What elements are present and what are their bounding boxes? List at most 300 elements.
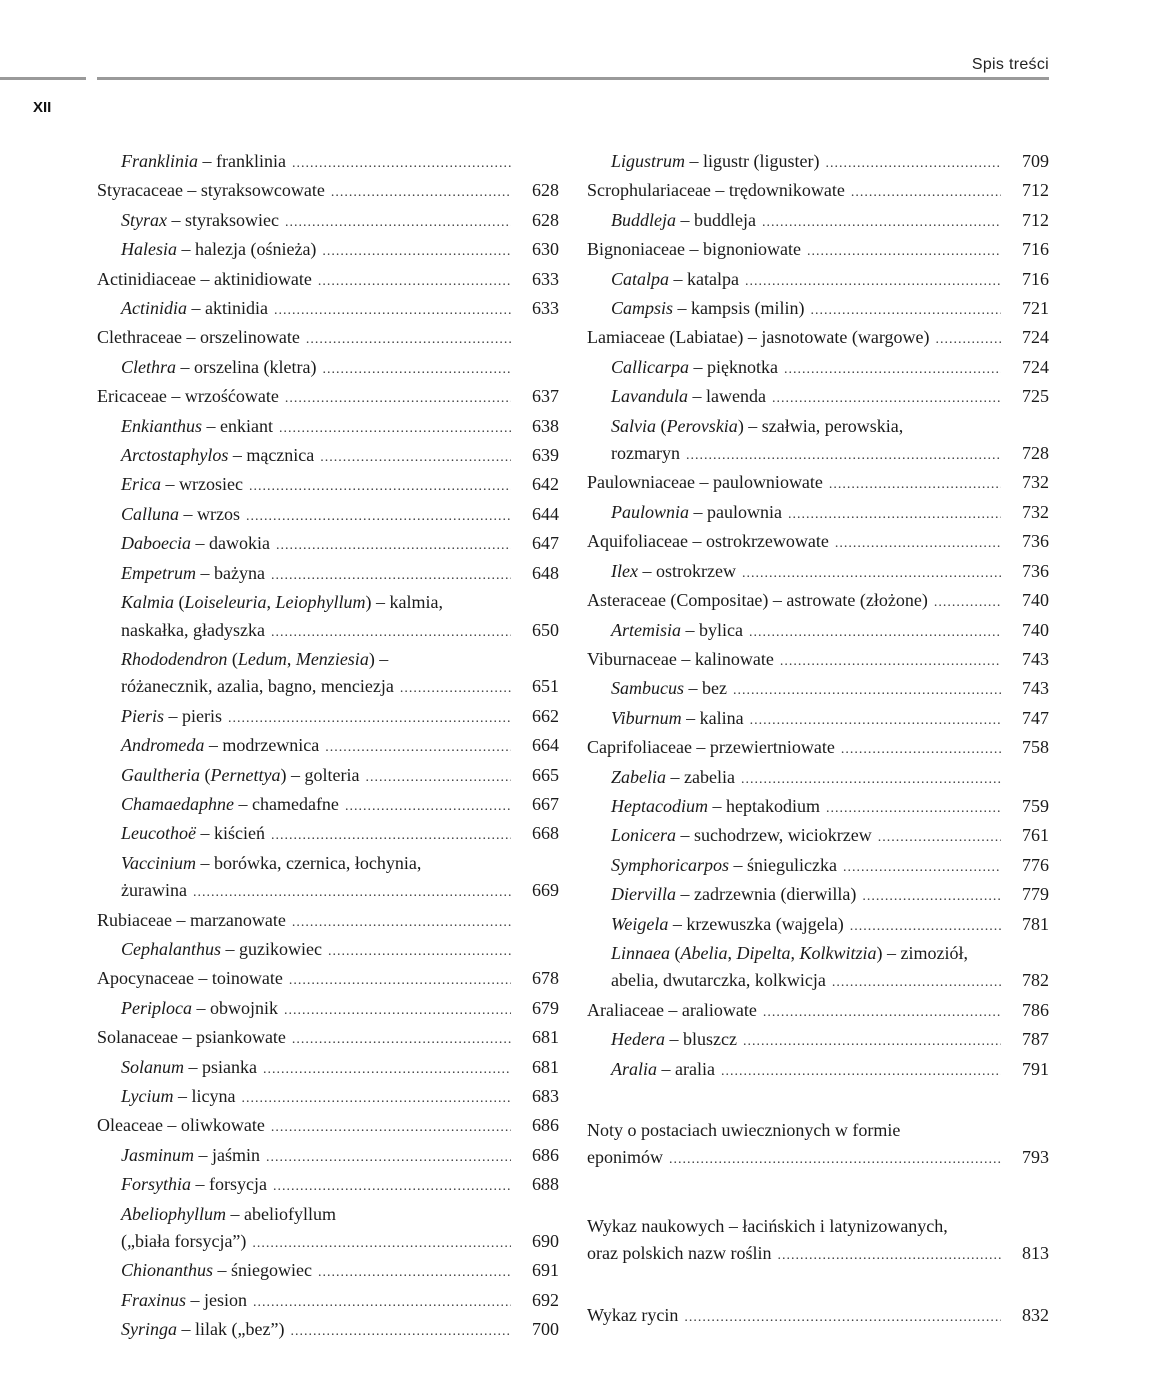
- leader-dots: [835, 530, 1001, 557]
- latin-name: Ilex: [611, 560, 638, 581]
- toc-entry-text: [121, 1228, 246, 1255]
- leader-dots: [669, 1146, 1001, 1173]
- leader-dots: [843, 854, 1001, 881]
- toc-subentry[interactable]: [97, 530, 559, 559]
- leader-dots: [780, 648, 1001, 675]
- entry-text-segment: Caprifoliaceae – przewiertniowate: [587, 737, 835, 758]
- toc-entry-line: [121, 1083, 559, 1112]
- toc-entry-line: [611, 822, 1049, 851]
- toc-entry[interactable]: [587, 324, 1049, 353]
- toc-entry-text: [121, 732, 319, 759]
- toc-entry-text: [121, 1083, 235, 1110]
- toc-entry-line: [121, 295, 559, 324]
- toc-entry[interactable]: [587, 997, 1049, 1026]
- entry-text-segment: – wrzosiec: [161, 474, 243, 495]
- entry-text-segment: ) – golteria: [280, 764, 360, 785]
- entry-text-segment: ) – zimoziół,: [876, 942, 969, 963]
- entry-text-segment: – paulownia: [689, 501, 782, 522]
- latin-name: Styrax: [121, 209, 167, 230]
- toc-subentry[interactable]: [587, 852, 1049, 881]
- leader-dots: [772, 385, 1001, 412]
- latin-name: Abelia: [680, 942, 728, 963]
- toc-subentry[interactable]: [587, 705, 1049, 734]
- entry-text-segment: (: [200, 764, 211, 785]
- toc-subentry[interactable]: [97, 703, 559, 732]
- leader-dots: [246, 503, 511, 530]
- leader-dots: [749, 619, 1001, 646]
- toc-subentry[interactable]: [97, 1142, 559, 1171]
- entry-text-segment: (: [227, 648, 238, 669]
- leader-dots: [345, 793, 511, 820]
- leader-dots: [273, 1173, 511, 1200]
- toc-entry-text: [121, 1316, 284, 1343]
- entry-text-segment: Wykaz rycin: [587, 1304, 679, 1325]
- toc-subentry[interactable]: [587, 383, 1049, 412]
- leader-dots: [862, 883, 1001, 910]
- page-ref: 686: [532, 1115, 559, 1136]
- entry-text-segment: ) – kalmia,: [365, 592, 444, 613]
- page-ref: 787: [1022, 1029, 1049, 1050]
- leader-dots: [826, 795, 1001, 822]
- leader-dots: [274, 297, 511, 324]
- toc-subentry[interactable]: [97, 1201, 559, 1258]
- toc-subentry[interactable]: [97, 295, 559, 324]
- toc-subentry[interactable]: [97, 501, 559, 530]
- toc-entry-text: [611, 940, 968, 967]
- latin-name: Halesia: [121, 239, 177, 260]
- toc-entry-line: [587, 1117, 1049, 1144]
- toc-entry-text: [611, 617, 743, 644]
- toc-subentry[interactable]: [97, 442, 559, 471]
- page-ref: 725: [1022, 386, 1049, 407]
- leader-dots: [322, 356, 511, 383]
- latin-name: Linnaea: [611, 942, 671, 963]
- page-ref: 832: [1022, 1304, 1049, 1325]
- toc-entry-line: [121, 530, 559, 559]
- leader-dots: [271, 822, 511, 849]
- toc-entry-line: [611, 383, 1049, 412]
- toc-subentry[interactable]: [97, 471, 559, 500]
- toc-entry-text: [587, 1213, 948, 1240]
- page-ref: 650: [532, 619, 559, 640]
- entry-text-segment: Wykaz naukowych – łacińskich i latynizowanych,: [587, 1215, 948, 1236]
- entry-text-segment: – śniegowiec: [213, 1260, 312, 1281]
- toc-entry[interactable]: [587, 646, 1049, 675]
- entry-text-segment: ,: [727, 942, 737, 963]
- toc-entry-text: [587, 1240, 771, 1267]
- toc-entry-line: [121, 850, 559, 877]
- leader-dots: [271, 619, 511, 646]
- latin-name: Perovskia: [666, 415, 738, 436]
- page-ref: 759: [1022, 795, 1049, 816]
- toc-subentry[interactable]: [587, 793, 1049, 822]
- toc-subentry[interactable]: [587, 1056, 1049, 1085]
- toc-entry-line: [611, 295, 1049, 324]
- toc-entry-text: [121, 703, 222, 730]
- latin-name: Heptacodium: [611, 795, 708, 816]
- page-ref: 642: [532, 474, 559, 495]
- entry-text-segment: Viburnaceae – kalinowate: [587, 648, 774, 669]
- entry-text-segment: – zabelia: [666, 766, 735, 787]
- toc-entry-text: [121, 354, 316, 381]
- toc-entry[interactable]: [587, 1117, 1049, 1174]
- section-gap: [587, 1270, 1049, 1302]
- entry-text-segment: – śnieguliczka: [729, 854, 837, 875]
- toc-entry[interactable]: [587, 528, 1049, 557]
- leader-dots: [253, 1289, 511, 1316]
- toc-entry-text: [587, 177, 845, 204]
- toc-subentry[interactable]: [587, 911, 1049, 940]
- toc-subentry[interactable]: [97, 354, 559, 383]
- toc-entry-line: [121, 1171, 559, 1200]
- entry-text-segment: – lilak („bez”): [177, 1319, 285, 1340]
- entry-text-segment: abelia, dwutarczka, kolkwicja: [611, 970, 826, 991]
- toc-subentry[interactable]: [587, 413, 1049, 470]
- leader-dots: [365, 764, 511, 791]
- entry-text-segment: – kampsis (milin): [673, 298, 805, 319]
- entry-text-segment: – pięknotka: [689, 356, 778, 377]
- toc-entry-text: [587, 236, 801, 263]
- entry-text-segment: – chamedafne: [233, 793, 339, 814]
- leader-dots: [811, 297, 1001, 324]
- toc-entry-line: [611, 793, 1049, 822]
- toc-subentry[interactable]: [587, 617, 1049, 646]
- latin-name: Ligustrum: [611, 151, 686, 171]
- entry-text-segment: – halezja (ośnieża): [177, 239, 317, 260]
- entry-text-segment: eponimów: [587, 1147, 663, 1168]
- toc-subentry[interactable]: [97, 732, 559, 761]
- toc-entry-line: [611, 1026, 1049, 1055]
- toc-subentry[interactable]: [587, 148, 1049, 177]
- toc-subentry[interactable]: [587, 499, 1049, 528]
- page-ref: 628: [532, 209, 559, 230]
- toc-entry[interactable]: [97, 324, 559, 353]
- toc-subentry[interactable]: [587, 354, 1049, 383]
- toc-entry-text: [121, 530, 270, 557]
- leader-dots: [807, 238, 1001, 265]
- leader-dots: [788, 501, 1001, 528]
- toc-entry-line: [611, 852, 1049, 881]
- toc-entry-line: [611, 148, 1049, 177]
- toc-entry-text: [587, 324, 929, 351]
- page-ref: 709: [1022, 151, 1049, 171]
- toc-entry-line: [611, 413, 1049, 440]
- latin-name: Rhododendron: [121, 648, 228, 669]
- toc-entry-line: [587, 177, 1049, 206]
- page-ref: 712: [1022, 180, 1049, 201]
- toc-entry-line: [121, 442, 559, 471]
- toc-subentry[interactable]: [97, 995, 559, 1024]
- toc-entry[interactable]: [97, 1112, 559, 1141]
- toc-subentry[interactable]: [587, 764, 1049, 793]
- leader-dots: [328, 938, 511, 965]
- toc-entry-text: [611, 266, 739, 293]
- toc-subentry[interactable]: [587, 675, 1049, 704]
- toc-entry[interactable]: [587, 1213, 1049, 1270]
- toc-entry-line: [611, 354, 1049, 383]
- entry-text-segment: Ericaceae – wrzośćowate: [97, 386, 279, 407]
- latin-name: Forsythia: [121, 1174, 191, 1195]
- latin-name: Empetrum: [121, 562, 196, 583]
- page-ref: 728: [1022, 443, 1049, 464]
- leader-dots: [741, 766, 1001, 793]
- toc-entry-text: [121, 877, 187, 904]
- leader-dots: [306, 326, 511, 353]
- leader-dots: [290, 1318, 511, 1345]
- toc-subentry[interactable]: [587, 940, 1049, 997]
- entry-text-segment: – zadrzewnia (dierwilla): [676, 884, 857, 905]
- header-rule-right: [97, 77, 1049, 80]
- toc-entry[interactable]: [587, 236, 1049, 265]
- latin-name: Aralia: [611, 1058, 658, 1079]
- entry-text-segment: Actinidiaceae – aktinidiowate: [97, 268, 312, 289]
- latin-name: Andromeda: [121, 735, 205, 756]
- toc-entry-line: [587, 587, 1049, 616]
- toc-subentry[interactable]: [97, 148, 559, 177]
- toc-entry-text: [121, 995, 278, 1022]
- toc-entry-line: [121, 501, 559, 530]
- toc-entry-line: [587, 734, 1049, 763]
- entry-text-segment: – wrzos: [179, 503, 241, 524]
- leader-dots: [249, 473, 511, 500]
- latin-name: Kalmia: [121, 592, 175, 613]
- latin-name: Lavandula: [611, 386, 689, 407]
- toc-entry-line: [611, 967, 1049, 996]
- toc-entry[interactable]: [97, 177, 559, 206]
- toc-subentry[interactable]: [587, 881, 1049, 910]
- entry-text-segment: (: [670, 942, 681, 963]
- page-ref: 686: [532, 1144, 559, 1165]
- toc-subentry[interactable]: [97, 646, 559, 703]
- entry-text-segment: – katalpa: [669, 268, 739, 289]
- toc-subentry[interactable]: [97, 1083, 559, 1112]
- leader-dots: [285, 385, 511, 412]
- toc-subentry[interactable]: [97, 589, 559, 646]
- toc-entry-text: [587, 734, 835, 761]
- toc-subentry[interactable]: [97, 1287, 559, 1316]
- page-ref: 793: [1022, 1147, 1049, 1168]
- latin-name: Weigela: [611, 913, 669, 934]
- toc-entry[interactable]: [587, 469, 1049, 498]
- toc-subentry[interactable]: [97, 207, 559, 236]
- leader-dots: [266, 1144, 511, 1171]
- page-ref: 638: [532, 415, 559, 436]
- latin-name: Campsis: [611, 298, 674, 319]
- toc-entry-text: [611, 1026, 737, 1053]
- entry-text-segment: – kiścień: [195, 823, 265, 844]
- entry-text-segment: Apocynaceae – toinowate: [97, 968, 283, 989]
- page-ref: 630: [532, 239, 559, 260]
- entry-text-segment: Rubiaceae – marzanowate: [97, 909, 286, 930]
- toc-entry-text: [121, 820, 265, 847]
- entry-text-segment: – dawokia: [190, 533, 270, 554]
- entry-text-segment: – modrzewnica: [204, 735, 320, 756]
- page-ref: 665: [532, 764, 559, 785]
- entry-text-segment: żurawina: [121, 880, 187, 901]
- page-ref: 813: [1022, 1243, 1049, 1264]
- toc-subentry[interactable]: [97, 850, 559, 907]
- page-ref: 716: [1022, 268, 1049, 289]
- toc-entry-line: [587, 1144, 1049, 1173]
- toc-subentry[interactable]: [97, 791, 559, 820]
- latin-name: Symphoricarpos: [611, 854, 729, 875]
- toc-entry-text: [611, 675, 727, 702]
- leader-dots: [292, 1026, 511, 1053]
- toc-entry[interactable]: [587, 587, 1049, 616]
- page-ref: 683: [532, 1086, 559, 1106]
- latin-name: Chionanthus: [121, 1260, 214, 1281]
- toc-entry-line: [121, 1201, 559, 1228]
- toc-entry-line: [121, 589, 559, 616]
- latin-name: Cephalanthus: [121, 938, 222, 959]
- toc-entry[interactable]: [97, 383, 559, 412]
- page-ref: 743: [1022, 648, 1049, 669]
- page-ref: 736: [1022, 560, 1049, 581]
- toc-entry-line: [121, 1228, 559, 1257]
- leader-dots: [763, 999, 1001, 1026]
- latin-name: Buddleja: [611, 209, 676, 230]
- toc-subentry[interactable]: [97, 1257, 559, 1286]
- latin-name: Menziesia: [295, 648, 369, 669]
- leader-dots: [743, 1028, 1001, 1055]
- latin-name: Artemisia: [611, 619, 681, 640]
- toc-entry-text: [121, 936, 322, 963]
- entry-text-segment: – forsycja: [191, 1174, 267, 1195]
- header-rule-left: [0, 77, 86, 80]
- toc-entry[interactable]: [587, 734, 1049, 763]
- toc-entry-text: [611, 558, 736, 585]
- toc-entry[interactable]: [587, 177, 1049, 206]
- toc-entry-line: [611, 705, 1049, 734]
- toc-entry-line: [587, 646, 1049, 675]
- entry-text-segment: – bez: [684, 678, 727, 699]
- toc-subentry[interactable]: [587, 558, 1049, 587]
- leader-dots: [252, 1230, 511, 1257]
- toc-right-column: [587, 148, 1049, 1331]
- leader-dots: [289, 967, 511, 994]
- leader-dots: [934, 589, 1001, 616]
- toc-entry-line: [611, 911, 1049, 940]
- toc-entry-text: [121, 1171, 267, 1198]
- page-ref: 747: [1022, 707, 1049, 728]
- toc-entry-text: [97, 324, 300, 351]
- toc-entry-line: [587, 528, 1049, 557]
- toc-entry-line: [121, 877, 559, 906]
- entry-text-segment: – psianka: [184, 1056, 257, 1077]
- toc-entry-line: [97, 177, 559, 206]
- toc-subentry[interactable]: [97, 1171, 559, 1200]
- toc-subentry[interactable]: [97, 762, 559, 791]
- latin-name: Lycium: [121, 1086, 174, 1106]
- toc-subentry[interactable]: [97, 820, 559, 849]
- latin-name: Viburnum: [611, 707, 682, 728]
- page-ref: 633: [532, 268, 559, 289]
- leader-dots: [292, 150, 511, 177]
- toc-entry-text: [611, 705, 744, 732]
- toc-subentry[interactable]: [97, 1054, 559, 1083]
- toc-entry-text: [121, 148, 286, 175]
- toc-subentry[interactable]: [97, 1316, 559, 1345]
- page-ref: 736: [1022, 531, 1049, 552]
- page-ref: 633: [532, 298, 559, 319]
- toc-entry-line: [121, 732, 559, 761]
- page-ref: 669: [532, 880, 559, 901]
- latin-name: Jasminum: [121, 1144, 194, 1165]
- toc-entry[interactable]: [97, 965, 559, 994]
- toc-entry-text: [97, 1024, 286, 1051]
- toc-subentry[interactable]: [97, 936, 559, 965]
- toc-entry-text: [121, 850, 421, 877]
- toc-entry-text: [121, 295, 268, 322]
- latin-name: Fraxinus: [121, 1289, 186, 1310]
- page-ref: 648: [532, 562, 559, 583]
- toc-entry[interactable]: [97, 907, 559, 936]
- toc-subentry[interactable]: [587, 207, 1049, 236]
- toc-subentry[interactable]: [587, 1026, 1049, 1055]
- toc-subentry[interactable]: [587, 266, 1049, 295]
- entry-text-segment: – lawenda: [688, 386, 766, 407]
- toc-subentry[interactable]: [97, 560, 559, 589]
- leader-dots: [826, 150, 1001, 177]
- toc-entry-text: [611, 354, 778, 381]
- latin-name: Calluna: [121, 503, 180, 524]
- page-ref: 758: [1022, 737, 1049, 758]
- leader-dots: [733, 677, 1001, 704]
- toc-entry-text: [121, 236, 316, 263]
- page-ref: 681: [532, 1056, 559, 1077]
- toc-subentry[interactable]: [587, 295, 1049, 324]
- toc-subentry[interactable]: [587, 822, 1049, 851]
- page-ref: 692: [532, 1289, 559, 1310]
- toc-entry[interactable]: [97, 266, 559, 295]
- toc-subentry[interactable]: [97, 413, 559, 442]
- entry-text-segment: – borówka, czernica, łochynia,: [195, 852, 422, 873]
- toc-entry-line: [121, 1257, 559, 1286]
- toc-entry-line: [121, 148, 559, 177]
- latin-name: Enkianthus: [121, 415, 202, 436]
- toc-entry-text: [121, 1142, 260, 1169]
- toc-left-column: [97, 148, 559, 1346]
- toc-subentry[interactable]: [97, 236, 559, 265]
- entry-text-segment: Scrophulariaceae – trędownikowate: [587, 180, 845, 201]
- latin-name: Gaultheria: [121, 764, 200, 785]
- toc-entry-line: [121, 560, 559, 589]
- toc-entry[interactable]: [97, 1024, 559, 1053]
- toc-entry[interactable]: [587, 1302, 1049, 1331]
- toc-entry-text: [587, 587, 928, 614]
- entry-text-segment: Solanaceae – psiankowate: [97, 1027, 286, 1048]
- entry-text-segment: ,: [286, 648, 296, 669]
- latin-name: Diervilla: [611, 884, 676, 905]
- latin-name: Erica: [121, 474, 161, 495]
- latin-name: Leiophyllum: [275, 592, 366, 613]
- leader-dots: [935, 326, 1001, 353]
- section-gap: [587, 1085, 1049, 1117]
- latin-name: Lonicera: [611, 825, 676, 846]
- toc-entry-line: [611, 617, 1049, 646]
- page-ref: 740: [1022, 619, 1049, 640]
- toc-entry-line: [587, 1302, 1049, 1331]
- leader-dots: [878, 824, 1001, 851]
- toc-entry-text: [121, 442, 314, 469]
- page-ref: 668: [532, 823, 559, 844]
- entry-text-segment: – abeliofyllum: [225, 1203, 336, 1224]
- toc-entry-text: [611, 1056, 715, 1083]
- toc-entry-text: [97, 907, 286, 934]
- leader-dots: [263, 1056, 511, 1083]
- latin-name: Sambucus: [611, 678, 684, 699]
- toc-entry-text: [611, 764, 735, 791]
